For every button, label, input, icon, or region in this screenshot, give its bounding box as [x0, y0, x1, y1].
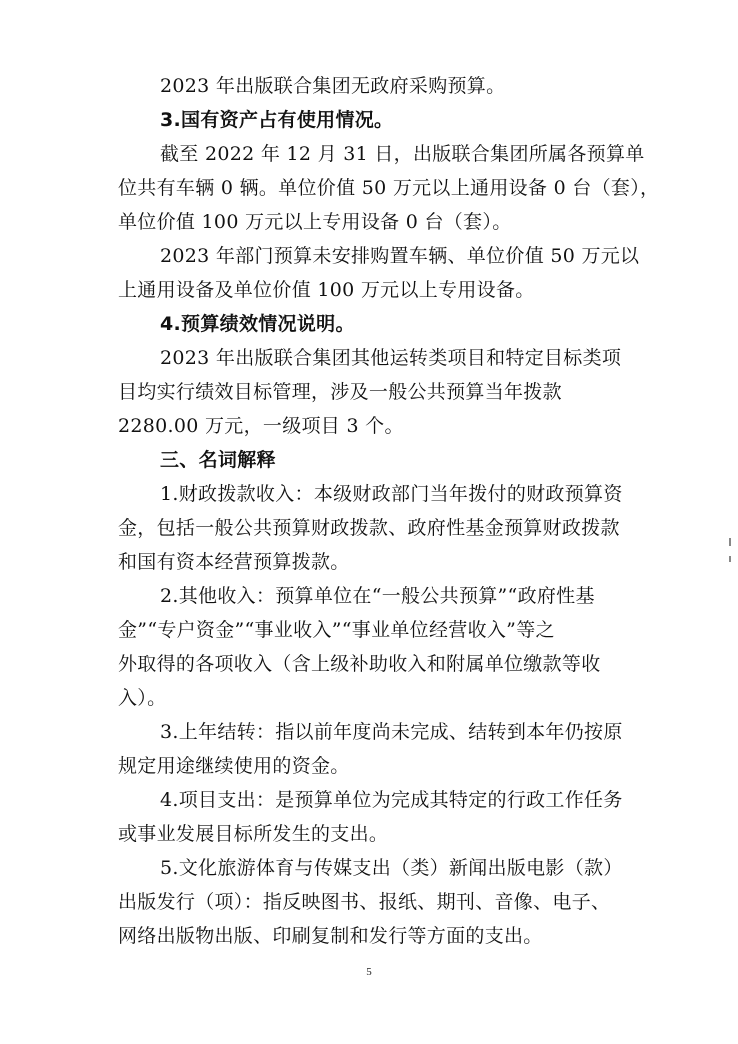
- paragraph-line: 4.项目支出：是预算单位为完成其特定的行政工作任务: [160, 789, 623, 811]
- paragraph-line: 上通用设备及单位价值 100 万元以上专用设备。: [118, 279, 535, 301]
- scan-margin-mark: [729, 538, 731, 546]
- paragraph-line: 规定用途继续使用的资金。: [118, 755, 350, 777]
- paragraph-line: 或事业发展目标所发生的支出。: [118, 823, 389, 845]
- paragraph-line: 目均实行绩效目标管理，涉及一般公共预算当年拨款: [118, 381, 562, 403]
- section-heading-glossary: 三、名词解释: [160, 449, 276, 471]
- paragraph-line: 1.财政拨款收入：本级财政部门当年拨付的财政预算资: [160, 483, 623, 505]
- paragraph-line: 入）。: [118, 687, 167, 709]
- scan-margin-mark: [729, 556, 731, 562]
- paragraph-line: 金”“专户资金”“事业收入”“事业单位经营收入”等之: [118, 619, 555, 641]
- paragraph-line: 位共有车辆 0 辆。单位价值 50 万元以上通用设备 0 台（套），: [118, 177, 660, 199]
- paragraph-line: 3.上年结转：指以前年度尚未完成、结转到本年仍按原: [160, 721, 623, 743]
- paragraph-line: 2023 年部门预算未安排购置车辆、单位价值 50 万元以: [160, 245, 640, 267]
- section-heading-assets: 3.国有资产占有使用情况。: [160, 109, 394, 131]
- paragraph-line: 截至 2022 年 12 月 31 日，出版联合集团所属各预算单: [160, 143, 645, 165]
- paragraph-line: 2023 年出版联合集团无政府采购预算。: [160, 75, 506, 97]
- paragraph-line: 金，包括一般公共预算财政拨款、政府性基金预算财政拨款: [118, 517, 620, 539]
- paragraph-line: 和国有资本经营预算拨款。: [118, 551, 350, 573]
- page-number: 5: [366, 966, 372, 978]
- paragraph-line: 单位价值 100 万元以上专用设备 0 台（套）。: [118, 211, 512, 233]
- paragraph-line: 2.其他收入：预算单位在“一般公共预算”“政府性基: [160, 585, 595, 607]
- paragraph-line-last: 网络出版物出版、印刷复制和发行等方面的支出。: [118, 925, 543, 947]
- paragraph-line: 外取得的各项收入（含上级补助收入和附属单位缴款等收: [118, 653, 601, 675]
- paragraph-line: 5.文化旅游体育与传媒支出（类）新闻出版电影（款）: [160, 857, 623, 879]
- section-heading-performance: 4.预算绩效情况说明。: [160, 313, 355, 335]
- paragraph-line: 2280.00 万元，一级项目 3 个。: [118, 415, 404, 437]
- paragraph-line: 2023 年出版联合集团其他运转类项目和特定目标类项: [160, 347, 622, 369]
- paragraph-line: 出版发行（项）：指反映图书、报纸、期刊、音像、电子、: [118, 891, 611, 913]
